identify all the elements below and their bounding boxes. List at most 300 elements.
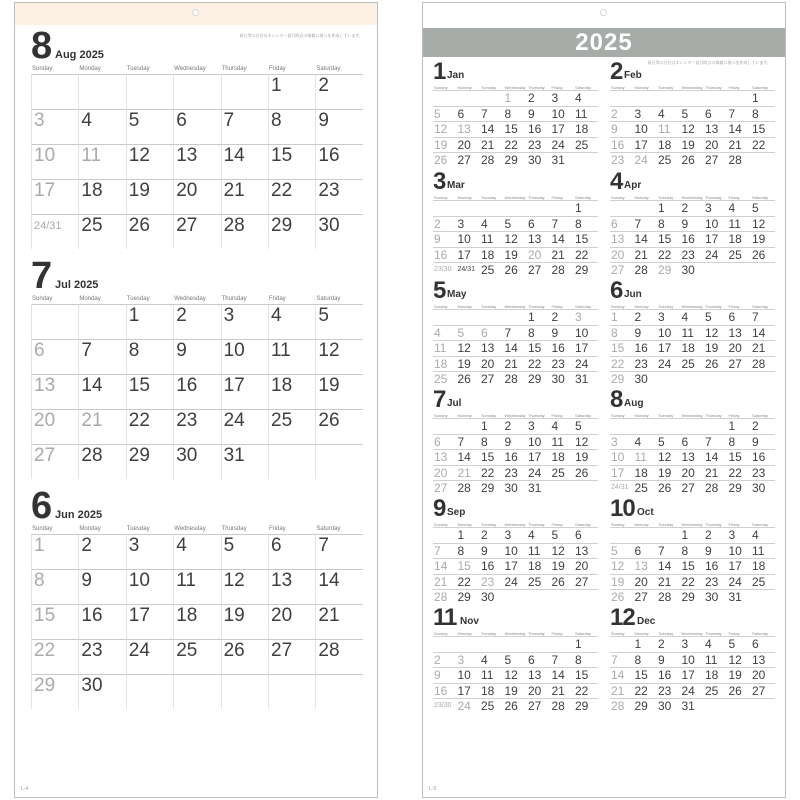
day-cell (728, 121, 752, 137)
day-cell (457, 371, 481, 387)
day-number: 10 (611, 450, 625, 464)
weekday-label: Friday (551, 85, 563, 90)
day-cell (527, 356, 551, 372)
day-cell (634, 418, 658, 434)
day-cell (126, 604, 173, 639)
weekday-label: Wednesday (174, 296, 206, 302)
day-number: 3 (728, 528, 736, 542)
day-number: 30 (681, 263, 695, 277)
day-number: 1 (481, 419, 488, 433)
weekday-label: Wednesday (504, 413, 526, 418)
day-cell (433, 152, 457, 168)
day-cell (457, 698, 481, 714)
day-cell (681, 121, 705, 137)
day-cell (527, 574, 551, 590)
day-cell (527, 90, 551, 106)
day-number: 20 (705, 137, 719, 152)
weekday-label: Monday (457, 195, 472, 200)
day-number: 17 (705, 232, 719, 246)
day-cell (173, 639, 220, 674)
day-cell (457, 683, 481, 699)
day-cell (610, 216, 634, 232)
day-number: 24 (551, 137, 565, 152)
month-block-may (433, 279, 598, 389)
day-cell (221, 674, 268, 709)
day-number: 23 (481, 574, 495, 589)
weekday-label: Friday (728, 195, 740, 200)
day-number: 2 (318, 75, 329, 96)
day-cell (704, 589, 728, 605)
day-number: 27 (705, 153, 719, 167)
day-number: 17 (681, 668, 695, 682)
day-number: 25 (705, 683, 719, 698)
day-number: 3 (658, 310, 665, 324)
day-cell (31, 569, 78, 604)
day-cell (221, 409, 268, 444)
day-number: 15 (728, 450, 742, 464)
day-number: 3 (34, 110, 45, 131)
day-number: 28 (658, 590, 672, 604)
day-number: 26 (223, 640, 245, 661)
right-page-note: 祝日等の日付はカレンダー発行時点の情報に基づき作成しています。 (647, 60, 771, 65)
day-cell (751, 465, 775, 481)
day-number: 29 (611, 372, 625, 386)
day-number: 16 (176, 375, 198, 396)
day-cell (704, 698, 728, 714)
weekday-label: Monday (79, 66, 101, 72)
day-cell (315, 74, 362, 109)
day-number: 14 (658, 559, 672, 573)
day-cell (78, 534, 125, 569)
month-number: 1 (433, 58, 446, 85)
day-cell (704, 636, 728, 652)
day-cell (480, 356, 504, 372)
day-cell (504, 200, 528, 216)
day-number: 8 (634, 652, 642, 667)
day-number: 26 (575, 465, 589, 480)
day-number: 9 (434, 232, 441, 246)
month-grid (610, 200, 775, 278)
day-number: 20 (528, 683, 542, 698)
day-cell (457, 449, 481, 465)
weekday-label: Friday (728, 522, 740, 527)
day-cell (681, 480, 705, 496)
day-cell (704, 527, 728, 543)
weekday-label: Saturday (575, 195, 592, 200)
day-cell (681, 449, 705, 465)
day-number: 3 (457, 652, 465, 667)
day-number: 30 (176, 445, 198, 466)
month-name: Jun 2025 (55, 509, 103, 521)
day-number: 15 (611, 341, 625, 355)
day-cell (315, 639, 362, 674)
day-cell (527, 465, 551, 481)
day-cell (681, 262, 705, 278)
day-number: 13 (611, 232, 625, 246)
day-cell (751, 698, 775, 714)
day-cell (268, 74, 315, 109)
day-number: 25 (481, 699, 495, 713)
day-cell (268, 374, 315, 409)
month-name: Aug 2025 (55, 49, 104, 61)
day-cell (634, 465, 658, 481)
day-number: 6 (705, 106, 712, 121)
day-cell (657, 356, 681, 372)
day-cell (504, 434, 528, 450)
weekday-label: Wednesday (681, 631, 703, 636)
day-cell (574, 558, 598, 574)
day-number: 30 (318, 215, 340, 236)
day-number: 24/31 (611, 484, 629, 491)
day-cell (221, 374, 268, 409)
day-number: 29 (128, 445, 150, 466)
day-number: 23 (705, 574, 719, 589)
day-number: 19 (611, 574, 625, 589)
day-cell (173, 444, 220, 479)
day-cell (457, 589, 481, 605)
day-number: 24 (128, 640, 150, 661)
day-cell (681, 465, 705, 481)
weekday-label: Friday (551, 522, 563, 527)
day-cell (704, 652, 728, 668)
day-number: 4 (658, 106, 665, 121)
day-cell (268, 444, 315, 479)
day-cell (657, 543, 681, 559)
day-number: 23/30 (434, 702, 452, 709)
day-number: 15 (658, 232, 672, 246)
month-block-mar (433, 170, 598, 280)
day-number: 18 (434, 356, 448, 371)
day-cell (610, 121, 634, 137)
day-cell (527, 231, 551, 247)
day-number: 23 (81, 640, 103, 661)
day-number: 8 (128, 340, 140, 361)
day-cell (480, 558, 504, 574)
day-cell (480, 527, 504, 543)
day-cell (704, 418, 728, 434)
day-number: 19 (705, 341, 719, 355)
day-cell (634, 543, 658, 559)
day-number: 2 (752, 419, 759, 433)
day-cell (681, 247, 705, 263)
day-cell (527, 543, 551, 559)
day-cell (78, 444, 125, 479)
day-number: 1 (575, 637, 582, 651)
day-cell (504, 418, 528, 434)
day-number: 26 (504, 263, 518, 277)
day-cell (551, 434, 575, 450)
day-cell (704, 247, 728, 263)
day-cell (126, 409, 173, 444)
day-cell (704, 137, 728, 153)
day-cell (504, 558, 528, 574)
day-cell (480, 652, 504, 668)
day-number: 15 (34, 605, 56, 626)
day-cell (657, 216, 681, 232)
day-number: 19 (551, 559, 565, 573)
day-cell (504, 247, 528, 263)
day-cell (681, 152, 705, 168)
day-number: 28 (611, 699, 625, 713)
day-number: 17 (551, 122, 565, 136)
day-number: 1 (457, 528, 465, 542)
day-number: 23 (752, 465, 766, 480)
weekday-label: Monday (634, 413, 649, 418)
day-cell (527, 371, 551, 387)
day-cell (704, 543, 728, 559)
day-number: 1 (681, 528, 689, 542)
day-cell (657, 636, 681, 652)
day-cell (480, 589, 504, 605)
day-number: 16 (705, 559, 719, 573)
day-number: 1 (634, 637, 642, 651)
day-cell (268, 109, 315, 144)
day-number: 6 (481, 325, 488, 340)
day-cell (610, 356, 634, 372)
day-cell (527, 449, 551, 465)
day-cell (610, 698, 634, 714)
day-cell (704, 434, 728, 450)
day-number: 3 (611, 434, 618, 449)
day-number: 14 (457, 450, 471, 464)
day-number: 21 (752, 341, 766, 355)
day-number: 4 (481, 216, 488, 231)
day-number: 10 (457, 232, 471, 246)
day-number: 21 (728, 137, 742, 152)
day-cell (681, 543, 705, 559)
day-number: 29 (658, 263, 672, 277)
day-cell (657, 558, 681, 574)
weekday-label: Monday (634, 631, 649, 636)
day-cell (433, 216, 457, 232)
day-cell (551, 636, 575, 652)
month-year: 2025 (79, 49, 104, 61)
day-cell (126, 674, 173, 709)
day-number: 21 (318, 605, 340, 626)
day-cell (480, 636, 504, 652)
day-cell (634, 636, 658, 652)
day-cell (221, 144, 268, 179)
day-cell (173, 109, 220, 144)
day-number: 5 (434, 106, 441, 121)
day-number: 31 (528, 481, 542, 495)
day-cell (634, 698, 658, 714)
day-cell (657, 698, 681, 714)
day-cell (315, 109, 362, 144)
day-number: 7 (434, 543, 441, 558)
day-cell (457, 636, 481, 652)
day-cell (704, 106, 728, 122)
day-number: 14 (551, 232, 565, 246)
day-number: 6 (611, 216, 618, 231)
day-cell (551, 137, 575, 153)
month-block-dec (610, 606, 775, 716)
day-number: 21 (457, 465, 471, 480)
day-number: 27 (528, 699, 542, 713)
day-number: 3 (705, 201, 712, 215)
day-number: 13 (457, 122, 471, 136)
day-cell (657, 465, 681, 481)
day-number: 16 (318, 145, 340, 166)
day-number: 5 (752, 201, 759, 215)
day-number: 5 (575, 419, 582, 433)
day-cell (634, 247, 658, 263)
day-cell (457, 527, 481, 543)
day-number: 3 (457, 216, 465, 231)
day-cell (728, 90, 752, 106)
weekday-label: Thursday (528, 85, 545, 90)
month-name: Aug (624, 398, 644, 409)
day-cell (610, 636, 634, 652)
month-name: May (447, 289, 467, 300)
day-cell (480, 106, 504, 122)
day-cell (751, 574, 775, 590)
day-cell (704, 90, 728, 106)
day-cell (457, 356, 481, 372)
day-cell (480, 216, 504, 232)
day-number: 11 (271, 340, 291, 361)
day-cell (574, 247, 598, 263)
day-number: 11 (575, 106, 588, 121)
day-cell (751, 683, 775, 699)
day-number: 18 (634, 465, 648, 480)
day-number: 6 (575, 528, 582, 542)
day-cell (221, 534, 268, 569)
day-cell (574, 216, 598, 232)
day-number: 4 (176, 535, 187, 556)
day-number: 7 (318, 535, 329, 556)
day-cell (457, 121, 481, 137)
weekday-label: Sunday (611, 195, 625, 200)
month-grid (610, 90, 775, 168)
day-cell (504, 262, 528, 278)
hanging-hole-icon (600, 9, 607, 16)
day-number: 10 (504, 543, 518, 558)
day-number: 13 (634, 559, 648, 573)
day-number: 11 (681, 325, 694, 340)
day-number: 21 (658, 574, 672, 589)
day-cell (574, 667, 598, 683)
day-cell (457, 543, 481, 559)
weekday-label: Tuesday (658, 195, 674, 200)
day-number: 8 (457, 543, 465, 558)
day-number: 31 (728, 590, 742, 604)
weekday-label: Thursday (528, 631, 545, 636)
day-cell (527, 340, 551, 356)
day-number: 9 (681, 216, 689, 231)
day-cell (574, 589, 598, 605)
day-cell (574, 683, 598, 699)
day-number: 13 (271, 570, 293, 591)
day-number: 16 (681, 232, 695, 246)
month-grid (610, 309, 775, 387)
day-cell (574, 636, 598, 652)
weekday-label: Sunday (611, 522, 625, 527)
day-number: 6 (176, 110, 187, 131)
day-cell (634, 480, 658, 496)
day-number: 19 (504, 247, 518, 262)
day-cell (457, 231, 481, 247)
day-number: 13 (528, 232, 542, 246)
day-number: 3 (528, 419, 535, 433)
day-cell (433, 543, 457, 559)
day-number: 2 (434, 216, 441, 231)
day-cell (751, 636, 775, 652)
day-cell (480, 418, 504, 434)
day-cell (610, 247, 634, 263)
day-cell (728, 558, 752, 574)
day-cell (480, 371, 504, 387)
day-number: 20 (681, 465, 695, 480)
day-cell (504, 652, 528, 668)
day-number: 27 (575, 574, 589, 589)
day-number: 4 (481, 652, 488, 667)
day-number: 28 (223, 215, 245, 236)
day-cell (480, 121, 504, 137)
day-number: 26 (658, 481, 672, 495)
day-number: 24 (223, 410, 245, 431)
month-block-jan (433, 60, 598, 170)
day-cell (457, 152, 481, 168)
day-number: 3 (681, 637, 689, 651)
day-cell (457, 574, 481, 590)
day-number: 7 (705, 434, 712, 449)
day-cell (610, 652, 634, 668)
day-cell (457, 137, 481, 153)
day-number: 13 (728, 325, 742, 340)
day-cell (551, 480, 575, 496)
day-cell (126, 109, 173, 144)
day-number: 5 (551, 528, 559, 542)
day-cell (457, 480, 481, 496)
day-number: 20 (611, 247, 625, 262)
day-number: 2 (681, 201, 689, 215)
day-cell (457, 309, 481, 325)
weekday-label: Friday (728, 304, 740, 309)
day-cell (504, 527, 528, 543)
day-number: 9 (504, 434, 512, 449)
day-cell (704, 683, 728, 699)
day-number: 28 (634, 263, 648, 277)
day-cell (704, 574, 728, 590)
day-number: 1 (528, 310, 535, 324)
day-number: 12 (223, 570, 245, 591)
day-cell (634, 667, 658, 683)
day-cell (457, 652, 481, 668)
weekday-label: Monday (457, 413, 472, 418)
day-cell (126, 639, 173, 674)
day-cell (574, 356, 598, 372)
day-cell (574, 574, 598, 590)
day-number: 18 (481, 247, 495, 262)
month-number: 11 (433, 604, 457, 631)
day-number: 24 (457, 699, 471, 713)
day-number: 28 (504, 372, 518, 386)
weekday-label: Sunday (611, 631, 625, 636)
day-cell (610, 480, 634, 496)
day-cell (634, 527, 658, 543)
day-cell (728, 371, 752, 387)
day-number: 19 (681, 137, 695, 152)
day-number: 19 (575, 450, 589, 464)
day-number: 14 (728, 122, 742, 136)
day-number: 29 (575, 699, 589, 713)
day-number: 22 (611, 356, 625, 371)
day-cell (480, 340, 504, 356)
day-cell (551, 652, 575, 668)
day-cell (728, 683, 752, 699)
day-cell (728, 262, 752, 278)
